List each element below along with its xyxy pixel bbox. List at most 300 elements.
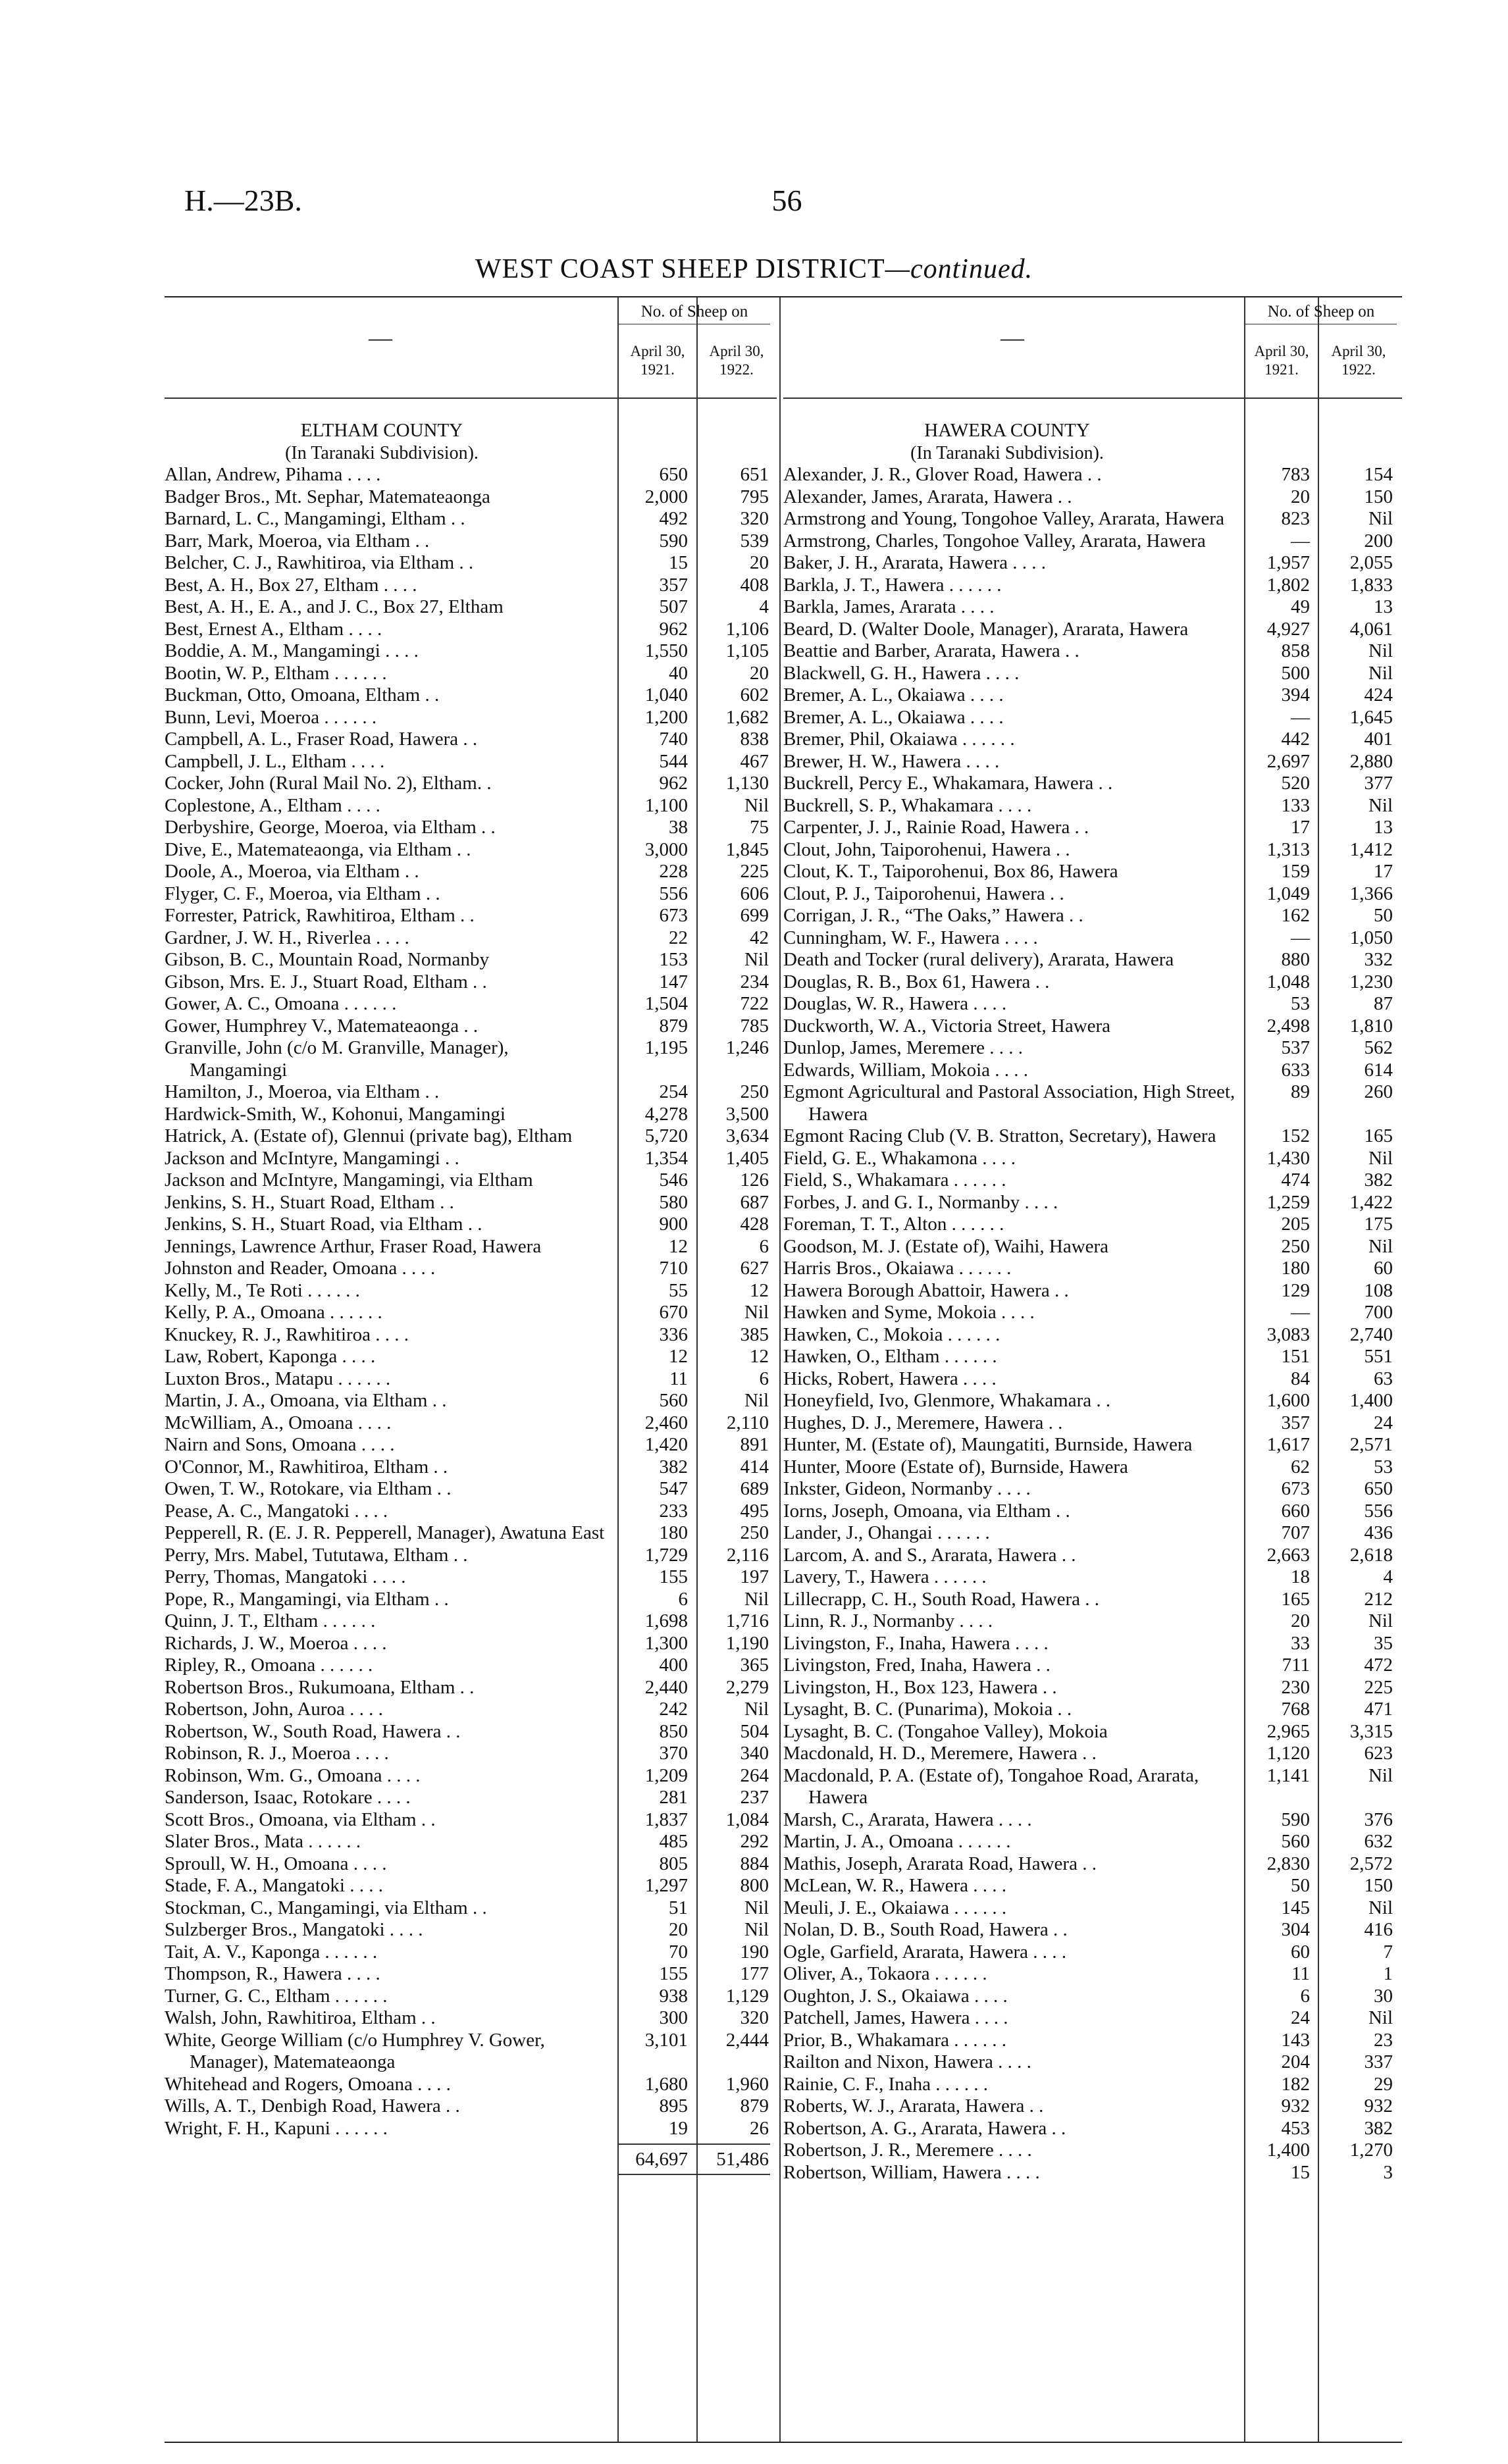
owner-name: Hawken and Syme, Mokoia . . . . bbox=[783, 1302, 1035, 1323]
owner-name: Death and Tocker (rural delivery), Ararata, Hawera bbox=[783, 949, 1174, 970]
sheep-1921: 22 bbox=[669, 927, 688, 948]
sheep-1922: 3,315 bbox=[1349, 1720, 1393, 1742]
sheep-1921: 1,504 bbox=[644, 993, 688, 1014]
sheep-1921: 710 bbox=[659, 1258, 688, 1279]
sheep-1921: 11 bbox=[1291, 1963, 1310, 1984]
table-row bbox=[783, 1280, 1402, 1302]
sheep-1922: Nil bbox=[1368, 640, 1393, 661]
sheep-1921: 162 bbox=[1281, 905, 1310, 926]
owner-name: Brewer, H. W., Hawera . . . . bbox=[783, 750, 1000, 772]
owner-name: Livingston, Fred, Inaha, Hawera . . bbox=[783, 1655, 1051, 1676]
table-row bbox=[165, 1655, 777, 1677]
table-row bbox=[165, 1280, 777, 1302]
sheep-1922: 108 bbox=[1364, 1279, 1393, 1301]
sheep-1921: 38 bbox=[669, 817, 688, 838]
sheep-1921: 357 bbox=[1281, 1412, 1310, 1433]
sheep-1921: 1,048 bbox=[1266, 971, 1310, 992]
table-row bbox=[783, 949, 1402, 971]
owner-name: Dunlop, James, Meremere . . . . bbox=[783, 1037, 1024, 1058]
owner-name: Honeyfield, Ivo, Glenmore, Whakamara . . bbox=[783, 1390, 1111, 1411]
owner-name: Knuckey, R. J., Rawhitiroa . . . . bbox=[165, 1323, 409, 1345]
sheep-1921: 204 bbox=[1281, 2051, 1310, 2072]
sheep-1921: 133 bbox=[1281, 794, 1310, 816]
owner-name: Livingston, H., Box 123, Hawera . . bbox=[783, 1676, 1057, 1698]
table-row bbox=[783, 1125, 1402, 1148]
sheep-1921: 707 bbox=[1281, 1522, 1310, 1543]
owner-name: Buckman, Otto, Omoana, Eltham . . bbox=[165, 684, 440, 706]
table-row bbox=[783, 640, 1402, 663]
sheep-1921: 3,000 bbox=[644, 838, 688, 860]
owner-name: Jenkins, S. H., Stuart Road, Eltham . . bbox=[165, 1191, 454, 1213]
table-row bbox=[783, 839, 1402, 861]
table-row bbox=[783, 2162, 1402, 2184]
sheep-1921: 1,195 bbox=[644, 1037, 688, 1058]
owner-name: Iorns, Joseph, Omoana, via Eltham . . bbox=[783, 1500, 1070, 1522]
table-row bbox=[783, 1545, 1402, 1567]
owner-name: Perry, Mrs. Mabel, Tututawa, Eltham . . bbox=[165, 1544, 468, 1566]
owner-name: Edwards, William, Mokoia . . . . bbox=[783, 1059, 1029, 1081]
sheep-1922: 1,833 bbox=[1349, 574, 1393, 596]
sheep-1922: 472 bbox=[1364, 1655, 1393, 1676]
sheep-1922: 7 bbox=[1383, 1941, 1393, 1963]
sheep-1922: Nil bbox=[744, 1302, 769, 1323]
sheep-1921: 805 bbox=[659, 1853, 688, 1874]
sheep-count-header: No. of Sheep on bbox=[619, 303, 770, 324]
owner-name: Tait, A. V., Kaponga . . . . . . bbox=[165, 1941, 378, 1963]
sheep-1922: 3 bbox=[1383, 2161, 1393, 2183]
sheep-1922: 13 bbox=[1374, 596, 1393, 617]
sheep-1922: Nil bbox=[744, 1699, 769, 1720]
sheep-1921: 159 bbox=[1281, 861, 1310, 882]
sheep-1921: 50 bbox=[1291, 1875, 1310, 1896]
owner-name: Luxton Bros., Matapu . . . . . . bbox=[165, 1368, 391, 1389]
owner-name: Field, G. E., Whakamona . . . . bbox=[783, 1147, 1016, 1169]
table-row bbox=[783, 1809, 1402, 1832]
table-row bbox=[783, 1236, 1402, 1258]
owner-name: Roberts, W. J., Ararata, Hawera . . bbox=[783, 2095, 1044, 2117]
owner-name: Campbell, J. L., Eltham . . . . bbox=[165, 750, 385, 772]
table-row bbox=[783, 1721, 1402, 1743]
owner-name: Livingston, F., Inaha, Hawera . . . . bbox=[783, 1632, 1049, 1654]
owner-name: Armstrong and Young, Tongohoe Valley, Ararata, Hawera bbox=[783, 508, 1224, 529]
owner-name: Boddie, A. M., Mangamingi . . . . bbox=[165, 640, 419, 661]
table-row bbox=[783, 971, 1402, 994]
sheep-1922: Nil bbox=[1368, 1897, 1393, 1918]
sheep-1922: 382 bbox=[1364, 1169, 1393, 1191]
sheep-1921: 556 bbox=[659, 883, 688, 904]
sheep-1922: 495 bbox=[740, 1500, 769, 1522]
sheep-1921: — bbox=[1291, 530, 1310, 552]
owner-name: Hatrick, A. (Estate of), Glennui (private bag), Eltham bbox=[165, 1125, 573, 1146]
owner-name: Nolan, D. B., South Road, Hawera . . bbox=[783, 1919, 1068, 1940]
owner-name: Clout, John, Taiporohenui, Hawera . . bbox=[783, 838, 1070, 860]
table-row bbox=[165, 795, 777, 817]
table-row bbox=[165, 971, 777, 994]
owner-name: Coplestone, A., Eltham . . . . bbox=[165, 794, 380, 816]
sheep-1922: 23 bbox=[1374, 2029, 1393, 2051]
owner-name: Mathis, Joseph, Ararata Road, Hawera . . bbox=[783, 1853, 1097, 1874]
owner-name: Gower, Humphrey V., Matemateaonga . . bbox=[165, 1015, 479, 1037]
owner-name: Robertson, A. G., Ararata, Hawera . . bbox=[783, 2117, 1066, 2139]
county-heading bbox=[165, 420, 599, 464]
sheep-1921: 1,617 bbox=[1266, 1434, 1310, 1455]
owner-name: Beattie and Barber, Ararata, Hawera . . bbox=[783, 640, 1079, 661]
table-row bbox=[165, 1081, 777, 1104]
table-row bbox=[165, 1104, 777, 1126]
sheep-1922: 60 bbox=[1374, 1258, 1393, 1279]
sheep-1922: 20 bbox=[750, 662, 769, 684]
sheep-1922: 87 bbox=[1374, 993, 1393, 1014]
sheep-1921: 84 bbox=[1291, 1368, 1310, 1389]
sheep-1921: 546 bbox=[659, 1169, 688, 1191]
table-row bbox=[165, 596, 777, 619]
owner-name: Harris Bros., Okaiawa . . . . . . bbox=[783, 1258, 1012, 1279]
sheep-1921: 155 bbox=[659, 1566, 688, 1587]
owner-name: Slater Bros., Mata . . . . . . bbox=[165, 1831, 361, 1852]
sheep-1921: 895 bbox=[659, 2095, 688, 2117]
table-row bbox=[783, 1192, 1402, 1214]
table-row bbox=[783, 1941, 1402, 1964]
sheep-1922: 551 bbox=[1364, 1346, 1393, 1367]
table-row bbox=[165, 2007, 777, 2030]
owner-name: Prior, B., Whakamara . . . . . . bbox=[783, 2029, 1006, 2051]
table-row bbox=[165, 1390, 777, 1412]
owner-name: Cocker, John (Rural Mail No. 2), Eltham. . bbox=[165, 773, 492, 794]
subdivision-name: (In Taranaki Subdivision). bbox=[285, 442, 479, 463]
sheep-1921: 633 bbox=[1281, 1059, 1310, 1081]
owner-name: Stade, F. A., Mangatoki . . . . bbox=[165, 1875, 383, 1896]
owner-name: Wright, F. H., Kapuni . . . . . . bbox=[165, 2117, 388, 2139]
sheep-1922: 50 bbox=[1374, 905, 1393, 926]
table-row bbox=[165, 1258, 777, 1280]
sheep-1922: 428 bbox=[740, 1214, 769, 1235]
table-row bbox=[783, 663, 1402, 685]
sheep-1922: 320 bbox=[740, 508, 769, 529]
sheep-1921: 962 bbox=[659, 618, 688, 640]
sheep-1921: 537 bbox=[1281, 1037, 1310, 1058]
sheep-1921: 1,141 bbox=[1266, 1764, 1310, 1786]
owner-name: Lysaght, B. C. (Punarima), Mokoia . . bbox=[783, 1699, 1072, 1720]
sheep-1922: 651 bbox=[740, 464, 769, 485]
sheep-1921: 1,209 bbox=[644, 1764, 688, 1786]
sheep-1922: 879 bbox=[740, 2095, 769, 2117]
title-suffix: —continued. bbox=[885, 254, 1033, 284]
table-row bbox=[165, 1545, 777, 1567]
owner-name: Larcom, A. and S., Ararata, Hawera . . bbox=[783, 1544, 1076, 1566]
table-row bbox=[165, 1169, 777, 1192]
sheep-1922: 471 bbox=[1364, 1699, 1393, 1720]
sheep-1921: 1,802 bbox=[1266, 574, 1310, 596]
sheep-1922: 35 bbox=[1374, 1632, 1393, 1654]
table-row bbox=[165, 1501, 777, 1523]
page-header bbox=[184, 183, 1390, 229]
sheep-1921: 2,663 bbox=[1266, 1544, 1310, 1566]
sheep-1921: 485 bbox=[659, 1831, 688, 1852]
table-row bbox=[783, 464, 1402, 486]
owner-name: Jennings, Lawrence Arthur, Fraser Road, Hawera bbox=[165, 1235, 542, 1257]
owner-name: Hamilton, J., Moeroa, via Eltham . . bbox=[165, 1081, 440, 1102]
owner-name: Hawken, O., Eltham . . . . . . bbox=[783, 1346, 997, 1367]
table-row bbox=[783, 2140, 1402, 2162]
table-row bbox=[783, 1478, 1402, 1501]
table-row bbox=[165, 1015, 777, 1038]
sheep-1921: 3,101 bbox=[644, 2029, 688, 2051]
county-name: HAWERA COUNTY bbox=[924, 420, 1090, 441]
sheep-1922: 2,055 bbox=[1349, 552, 1393, 573]
owner-name: Hicks, Robert, Hawera . . . . bbox=[783, 1368, 997, 1389]
owner-name: Kelly, M., Te Roti . . . . . . bbox=[165, 1279, 360, 1301]
sheep-1922: 212 bbox=[1364, 1588, 1393, 1610]
county-heading bbox=[783, 420, 1231, 464]
sheep-1921: 228 bbox=[659, 861, 688, 882]
sheep-1921: 147 bbox=[659, 971, 688, 992]
table-row bbox=[783, 729, 1402, 751]
sheep-1921: 250 bbox=[1281, 1235, 1310, 1257]
sheep-1921: 590 bbox=[1281, 1809, 1310, 1830]
table-row bbox=[783, 1831, 1402, 1853]
owner-name: Allan, Andrew, Pihama . . . . bbox=[165, 464, 381, 485]
sheep-1922: 63 bbox=[1374, 1368, 1393, 1389]
owner-name: Gardner, J. W. H., Riverlea . . . . bbox=[165, 927, 409, 948]
table-row bbox=[783, 1060, 1402, 1082]
owner-name: Bremer, Phil, Okaiawa . . . . . . bbox=[783, 729, 1015, 750]
table-row bbox=[165, 1610, 777, 1633]
table-row bbox=[165, 684, 777, 707]
owner-name: Douglas, W. R., Hawera . . . . bbox=[783, 993, 1007, 1014]
table-row bbox=[783, 1986, 1402, 2008]
sheep-1921: 49 bbox=[1291, 596, 1310, 617]
table-row bbox=[783, 861, 1402, 883]
table-row bbox=[783, 1677, 1402, 1699]
total-rule bbox=[619, 2143, 770, 2145]
owner-name: Alexander, James, Ararata, Hawera . . bbox=[783, 486, 1072, 507]
owner-name: Best, A. H., Box 27, Eltham . . . . bbox=[165, 574, 417, 596]
sheep-1922: 932 bbox=[1364, 2095, 1393, 2117]
table-row bbox=[165, 1986, 777, 2008]
sheep-1921: 20 bbox=[669, 1919, 688, 1940]
sheep-1921: — bbox=[1291, 706, 1310, 728]
sheep-1922: 1,084 bbox=[725, 1809, 769, 1830]
sheep-1922: 12 bbox=[750, 1346, 769, 1367]
table-row bbox=[783, 1919, 1402, 1941]
table-row bbox=[165, 707, 777, 729]
sheep-1922: 1,106 bbox=[725, 618, 769, 640]
owner-name: Baker, J. H., Ararata, Hawera . . . . bbox=[783, 552, 1047, 573]
sheep-1922: Nil bbox=[744, 1390, 769, 1411]
table-bottom-rule bbox=[165, 2442, 1402, 2443]
table-row bbox=[165, 1368, 777, 1391]
owner-name: Field, S., Whakamara . . . . . . bbox=[783, 1169, 1006, 1191]
table-row bbox=[165, 1633, 777, 1655]
table-row bbox=[165, 508, 777, 530]
sheep-1921: 151 bbox=[1281, 1346, 1310, 1367]
sheep-1921: 1,420 bbox=[644, 1434, 688, 1455]
owner-name: Douglas, R. B., Box 61, Hawera . . bbox=[783, 971, 1050, 992]
table-row bbox=[165, 1192, 777, 1214]
table-row bbox=[783, 1765, 1402, 1809]
sheep-1921: 2,697 bbox=[1266, 750, 1310, 772]
table-row bbox=[783, 1875, 1402, 1897]
sheep-1921: — bbox=[1291, 927, 1310, 948]
sheep-1922: 126 bbox=[740, 1169, 769, 1191]
owner-name: Owen, T. W., Rotokare, via Eltham . . bbox=[165, 1478, 452, 1499]
table-row bbox=[165, 1037, 777, 1081]
sheep-1921: 400 bbox=[659, 1655, 688, 1676]
sheep-1922: 234 bbox=[740, 971, 769, 992]
sheep-1922: 699 bbox=[740, 905, 769, 926]
sheep-1922: 2,279 bbox=[725, 1676, 769, 1698]
sheep-1921: 560 bbox=[1281, 1831, 1310, 1852]
table-row bbox=[165, 1677, 777, 1699]
owner-name: Kelly, P. A., Omoana . . . . . . bbox=[165, 1302, 382, 1323]
table-row bbox=[783, 596, 1402, 619]
table-row bbox=[165, 1721, 777, 1743]
sheep-1921: 233 bbox=[659, 1500, 688, 1522]
sheep-1922: 1,105 bbox=[725, 640, 769, 661]
sheep-1922: 337 bbox=[1364, 2051, 1393, 2072]
table-row bbox=[165, 486, 777, 509]
table-row bbox=[165, 1809, 777, 1832]
table-row bbox=[165, 1214, 777, 1236]
sheep-1921: 1,049 bbox=[1266, 883, 1310, 904]
sheep-1922: 175 bbox=[1364, 1214, 1393, 1235]
sheep-1921: 858 bbox=[1281, 640, 1310, 661]
table-row bbox=[165, 575, 777, 597]
table-row bbox=[165, 993, 777, 1015]
owner-name: Foreman, T. T., Alton . . . . . . bbox=[783, 1214, 1004, 1235]
sheep-1921: 880 bbox=[1281, 949, 1310, 970]
table-row bbox=[783, 1501, 1402, 1523]
sheep-1921: 453 bbox=[1281, 2117, 1310, 2139]
sheep-1921: 1,837 bbox=[644, 1809, 688, 1830]
owner-name: Robertson, William, Hawera . . . . bbox=[783, 2161, 1040, 2183]
page-title bbox=[0, 253, 1508, 285]
sheep-1922: Nil bbox=[744, 1897, 769, 1918]
sheep-1921: 11 bbox=[669, 1368, 688, 1389]
owner-name: Sanderson, Isaac, Rotokare . . . . bbox=[165, 1787, 411, 1808]
table-row bbox=[783, 1610, 1402, 1633]
owner-name: Corrigan, J. R., “The Oaks,” Hawera . . bbox=[783, 905, 1083, 926]
sheep-1921: 12 bbox=[669, 1346, 688, 1367]
owner-name: Macdonald, P. A. (Estate of), Tongahoe Road, Ararata, Hawera bbox=[783, 1764, 1199, 1808]
sheep-1922: 884 bbox=[740, 1853, 769, 1874]
sheep-1922: 1,400 bbox=[1349, 1390, 1393, 1411]
column-separator bbox=[779, 297, 781, 2442]
sheep-1921: 1,300 bbox=[644, 1632, 688, 1654]
sheep-1922: 689 bbox=[740, 1478, 769, 1499]
table-header bbox=[165, 297, 777, 399]
sheep-1921: 382 bbox=[659, 1456, 688, 1477]
sheep-1921: 442 bbox=[1281, 729, 1310, 750]
table-row bbox=[165, 949, 777, 971]
sheep-1922: 250 bbox=[740, 1081, 769, 1102]
sheep-1921: 1,313 bbox=[1266, 838, 1310, 860]
owner-name: Nairn and Sons, Omoana . . . . bbox=[165, 1434, 395, 1455]
owner-name: Macdonald, H. D., Meremere, Hawera . . bbox=[783, 1743, 1097, 1764]
sheep-1921: 783 bbox=[1281, 464, 1310, 485]
sheep-1922: 1 bbox=[1383, 1963, 1393, 1984]
sheep-1922: 562 bbox=[1364, 1037, 1393, 1058]
sheep-1922: 838 bbox=[740, 729, 769, 750]
sheep-1922: 320 bbox=[740, 2007, 769, 2028]
sheep-1921: 544 bbox=[659, 750, 688, 772]
sheep-1921: 153 bbox=[659, 949, 688, 970]
owner-name: Flyger, C. F., Moeroa, via Eltham . . bbox=[165, 883, 440, 904]
sheep-1921: 2,498 bbox=[1266, 1015, 1310, 1037]
sheep-1922: 1,845 bbox=[725, 838, 769, 860]
table-row bbox=[165, 552, 777, 575]
county-name: ELTHAM COUNTY bbox=[300, 420, 463, 441]
left-table bbox=[165, 297, 777, 2443]
sheep-1921: 660 bbox=[1281, 1500, 1310, 1522]
sheep-1922: 13 bbox=[1374, 817, 1393, 838]
owner-name: White, George William (c/o Humphrey V. Gower, Manager), Matemateaonga bbox=[165, 2029, 545, 2072]
table-row bbox=[165, 1963, 777, 1986]
sheep-1921: 1,354 bbox=[644, 1147, 688, 1169]
owner-name: Pepperell, R. (E. J. R. Pepperell, Manager), Awatuna East bbox=[165, 1522, 605, 1543]
table-row bbox=[783, 1346, 1402, 1368]
sheep-1921: 20 bbox=[1291, 486, 1310, 507]
sheep-1922: 800 bbox=[740, 1875, 769, 1896]
owner-name: Inkster, Gideon, Normanby . . . . bbox=[783, 1478, 1031, 1499]
sheep-1921: 6 bbox=[1300, 1985, 1310, 2007]
sheep-1922: 200 bbox=[1364, 530, 1393, 552]
sheep-1922: 3,500 bbox=[725, 1103, 769, 1125]
sheep-1921: 1,297 bbox=[644, 1875, 688, 1896]
table-row bbox=[165, 1478, 777, 1501]
table-row bbox=[165, 1875, 777, 1897]
sheep-1922: Nil bbox=[744, 794, 769, 816]
sheep-1921: 254 bbox=[659, 1081, 688, 1102]
owner-name: Meuli, J. E., Okaiawa . . . . . . bbox=[783, 1897, 1007, 1918]
sheep-1922: 4 bbox=[759, 596, 769, 617]
sheep-1921: 962 bbox=[659, 773, 688, 794]
table-row bbox=[165, 2074, 777, 2096]
sheep-1922: 2,444 bbox=[725, 2029, 769, 2051]
sheep-1922: 627 bbox=[740, 1258, 769, 1279]
table-row bbox=[783, 1412, 1402, 1435]
table-row bbox=[165, 619, 777, 641]
sheep-1921: 740 bbox=[659, 729, 688, 750]
owner-name: Richards, J. W., Moeroa . . . . bbox=[165, 1632, 387, 1654]
sheep-1922: 1,366 bbox=[1349, 883, 1393, 904]
owner-name: Walsh, John, Rawhitiroa, Eltham . . bbox=[165, 2007, 436, 2028]
owner-name: Barr, Mark, Moeroa, via Eltham . . bbox=[165, 530, 430, 552]
sheep-1921: 15 bbox=[1291, 2161, 1310, 2183]
owner-name: Best, Ernest A., Eltham . . . . bbox=[165, 618, 382, 640]
table-row bbox=[783, 773, 1402, 795]
sheep-1922: 177 bbox=[740, 1963, 769, 1984]
sheep-1922: 29 bbox=[1374, 2073, 1393, 2095]
table-row bbox=[165, 1589, 777, 1611]
sheep-1922: 1,682 bbox=[725, 706, 769, 728]
sheep-1922: 3,634 bbox=[725, 1125, 769, 1146]
table-row bbox=[783, 883, 1402, 906]
table-row bbox=[783, 1522, 1402, 1545]
owner-name: Hardwick-Smith, W., Kohonui, Mangamingi bbox=[165, 1103, 506, 1125]
owner-name: Campbell, A. L., Fraser Road, Hawera . . bbox=[165, 729, 478, 750]
sheep-1922: 424 bbox=[1364, 684, 1393, 706]
sheep-1921: 143 bbox=[1281, 2029, 1310, 2051]
owner-name: Johnston and Reader, Omoana . . . . bbox=[165, 1258, 436, 1279]
table-row bbox=[165, 464, 777, 486]
sheep-1922: Nil bbox=[744, 1588, 769, 1610]
table-row bbox=[783, 2095, 1402, 2118]
table-row bbox=[783, 927, 1402, 950]
sheep-1921: 500 bbox=[1281, 662, 1310, 684]
owner-name: Best, A. H., E. A., and J. C., Box 27, Eltham bbox=[165, 596, 504, 617]
sheep-1921: 520 bbox=[1281, 773, 1310, 794]
